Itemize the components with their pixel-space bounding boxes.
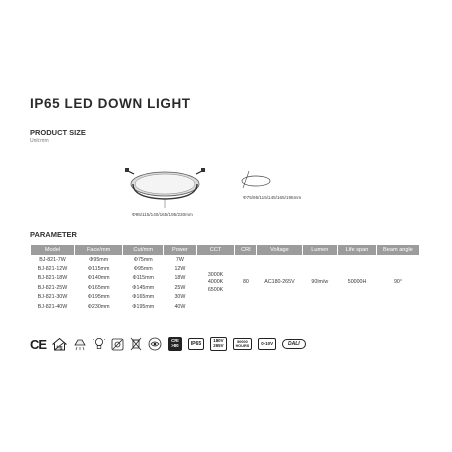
lamp-icon	[73, 337, 87, 351]
dali-badge-text: DALI	[282, 339, 306, 349]
header-cct: CCT	[197, 245, 235, 255]
dimming-badge-text: 0-10V	[258, 338, 276, 351]
face-size-caption: Φ95/115/140/165/195/230mm	[132, 212, 193, 217]
lifespan-badge-unit: HOURS	[235, 344, 250, 348]
cell-power: 40W	[174, 303, 186, 310]
cell-face: Φ140mm	[87, 275, 110, 282]
cell-life-span: 50000H	[347, 279, 367, 286]
ip-badge	[188, 337, 205, 351]
header-face: Face/mm	[75, 245, 122, 255]
ce-mark-text: CE	[30, 336, 47, 352]
cct-value: 6500K	[207, 286, 224, 293]
cell-cut: Φ75mm	[133, 256, 153, 263]
unit-label: Unit:mm	[30, 138, 49, 144]
lifespan-badge	[233, 337, 253, 351]
crossed-bin-icon	[130, 337, 142, 351]
cell-face: Φ195mm	[87, 294, 110, 301]
cri-badge-value: >80	[171, 343, 179, 348]
ip-badge-text: IP65	[188, 338, 205, 351]
no-uv-icon	[111, 337, 124, 351]
header-cri: CRI	[235, 245, 256, 255]
voltage-badge	[210, 337, 226, 351]
cell-beam-angle: 90°	[393, 279, 402, 286]
header-cut: Cut/mm	[123, 245, 163, 255]
cell-face: Φ115mm	[87, 266, 110, 273]
cell-cut: Φ115mm	[132, 275, 154, 282]
parameter-table	[30, 245, 420, 311]
no-mercury-house-icon	[52, 337, 67, 351]
cell-power: 25W	[174, 284, 186, 291]
cell-face: Φ95mm	[89, 256, 109, 263]
cell-model: BJ-821-30W	[37, 294, 68, 301]
cell-power: 18W	[174, 275, 186, 282]
page-title: IP65 LED DOWN LIGHT	[30, 96, 191, 111]
cri-badge	[168, 337, 182, 351]
cell-power: 7W	[175, 256, 184, 263]
bulb-icon	[93, 337, 105, 351]
product-size-heading: PRODUCT SIZE	[30, 128, 86, 137]
cell-model: BJ-821-25W	[37, 284, 68, 291]
cell-cri: 80	[242, 279, 249, 286]
lifespan-badge-value: 50000	[237, 339, 248, 344]
voltage-badge-min: 180V	[213, 338, 224, 344]
voltage-badge-max: 265V	[213, 343, 224, 348]
eye-icon	[148, 337, 162, 351]
cct-value: 4000K	[207, 279, 224, 286]
cell-cut: Φ95mm	[133, 266, 153, 273]
header-model: Model	[31, 245, 74, 255]
table-header-row	[31, 245, 419, 255]
cell-power: 12W	[174, 266, 186, 273]
cell-face: Φ230mm	[87, 303, 110, 310]
header-lumen: Lumen	[303, 245, 338, 255]
downlight-face-drawing	[125, 162, 205, 210]
cell-lumen: 90lm/w	[311, 279, 329, 286]
cri-badge-label: CRI	[171, 338, 179, 344]
header-voltage: Voltage	[257, 245, 301, 255]
ce-mark-icon	[30, 337, 46, 351]
dali-badge	[282, 337, 306, 351]
cell-model: BJ-821-12W	[37, 266, 68, 273]
cct-value: 3000K	[207, 271, 224, 278]
cell-cut: Φ195mm	[132, 303, 155, 310]
cell-cut: Φ165mm	[132, 294, 155, 301]
cell-face: Φ165mm	[87, 284, 110, 291]
table-row	[31, 255, 419, 264]
cell-power: 30W	[174, 294, 186, 301]
cell-model: BJ-821-7W	[39, 256, 66, 263]
cut-size-caption: Φ75/95/115/145/165/195mm	[243, 195, 302, 200]
cell-cct	[197, 255, 235, 311]
header-beam-angle: Beam angle	[377, 245, 419, 255]
svg-text:Hg: Hg	[56, 344, 63, 350]
header-power: Power	[164, 245, 195, 255]
cell-voltage: AC180-265V	[264, 279, 295, 286]
parameter-heading: PARAMETER	[30, 230, 77, 239]
cell-model: BJ-821-18W	[37, 275, 68, 282]
header-life-span: Life span	[338, 245, 376, 255]
cell-cut: Φ145mm	[132, 284, 155, 291]
cell-model: BJ-821-40W	[37, 303, 68, 310]
cutout-drawing	[236, 170, 276, 192]
certification-icons	[30, 336, 306, 352]
dimming-badge	[258, 337, 276, 351]
